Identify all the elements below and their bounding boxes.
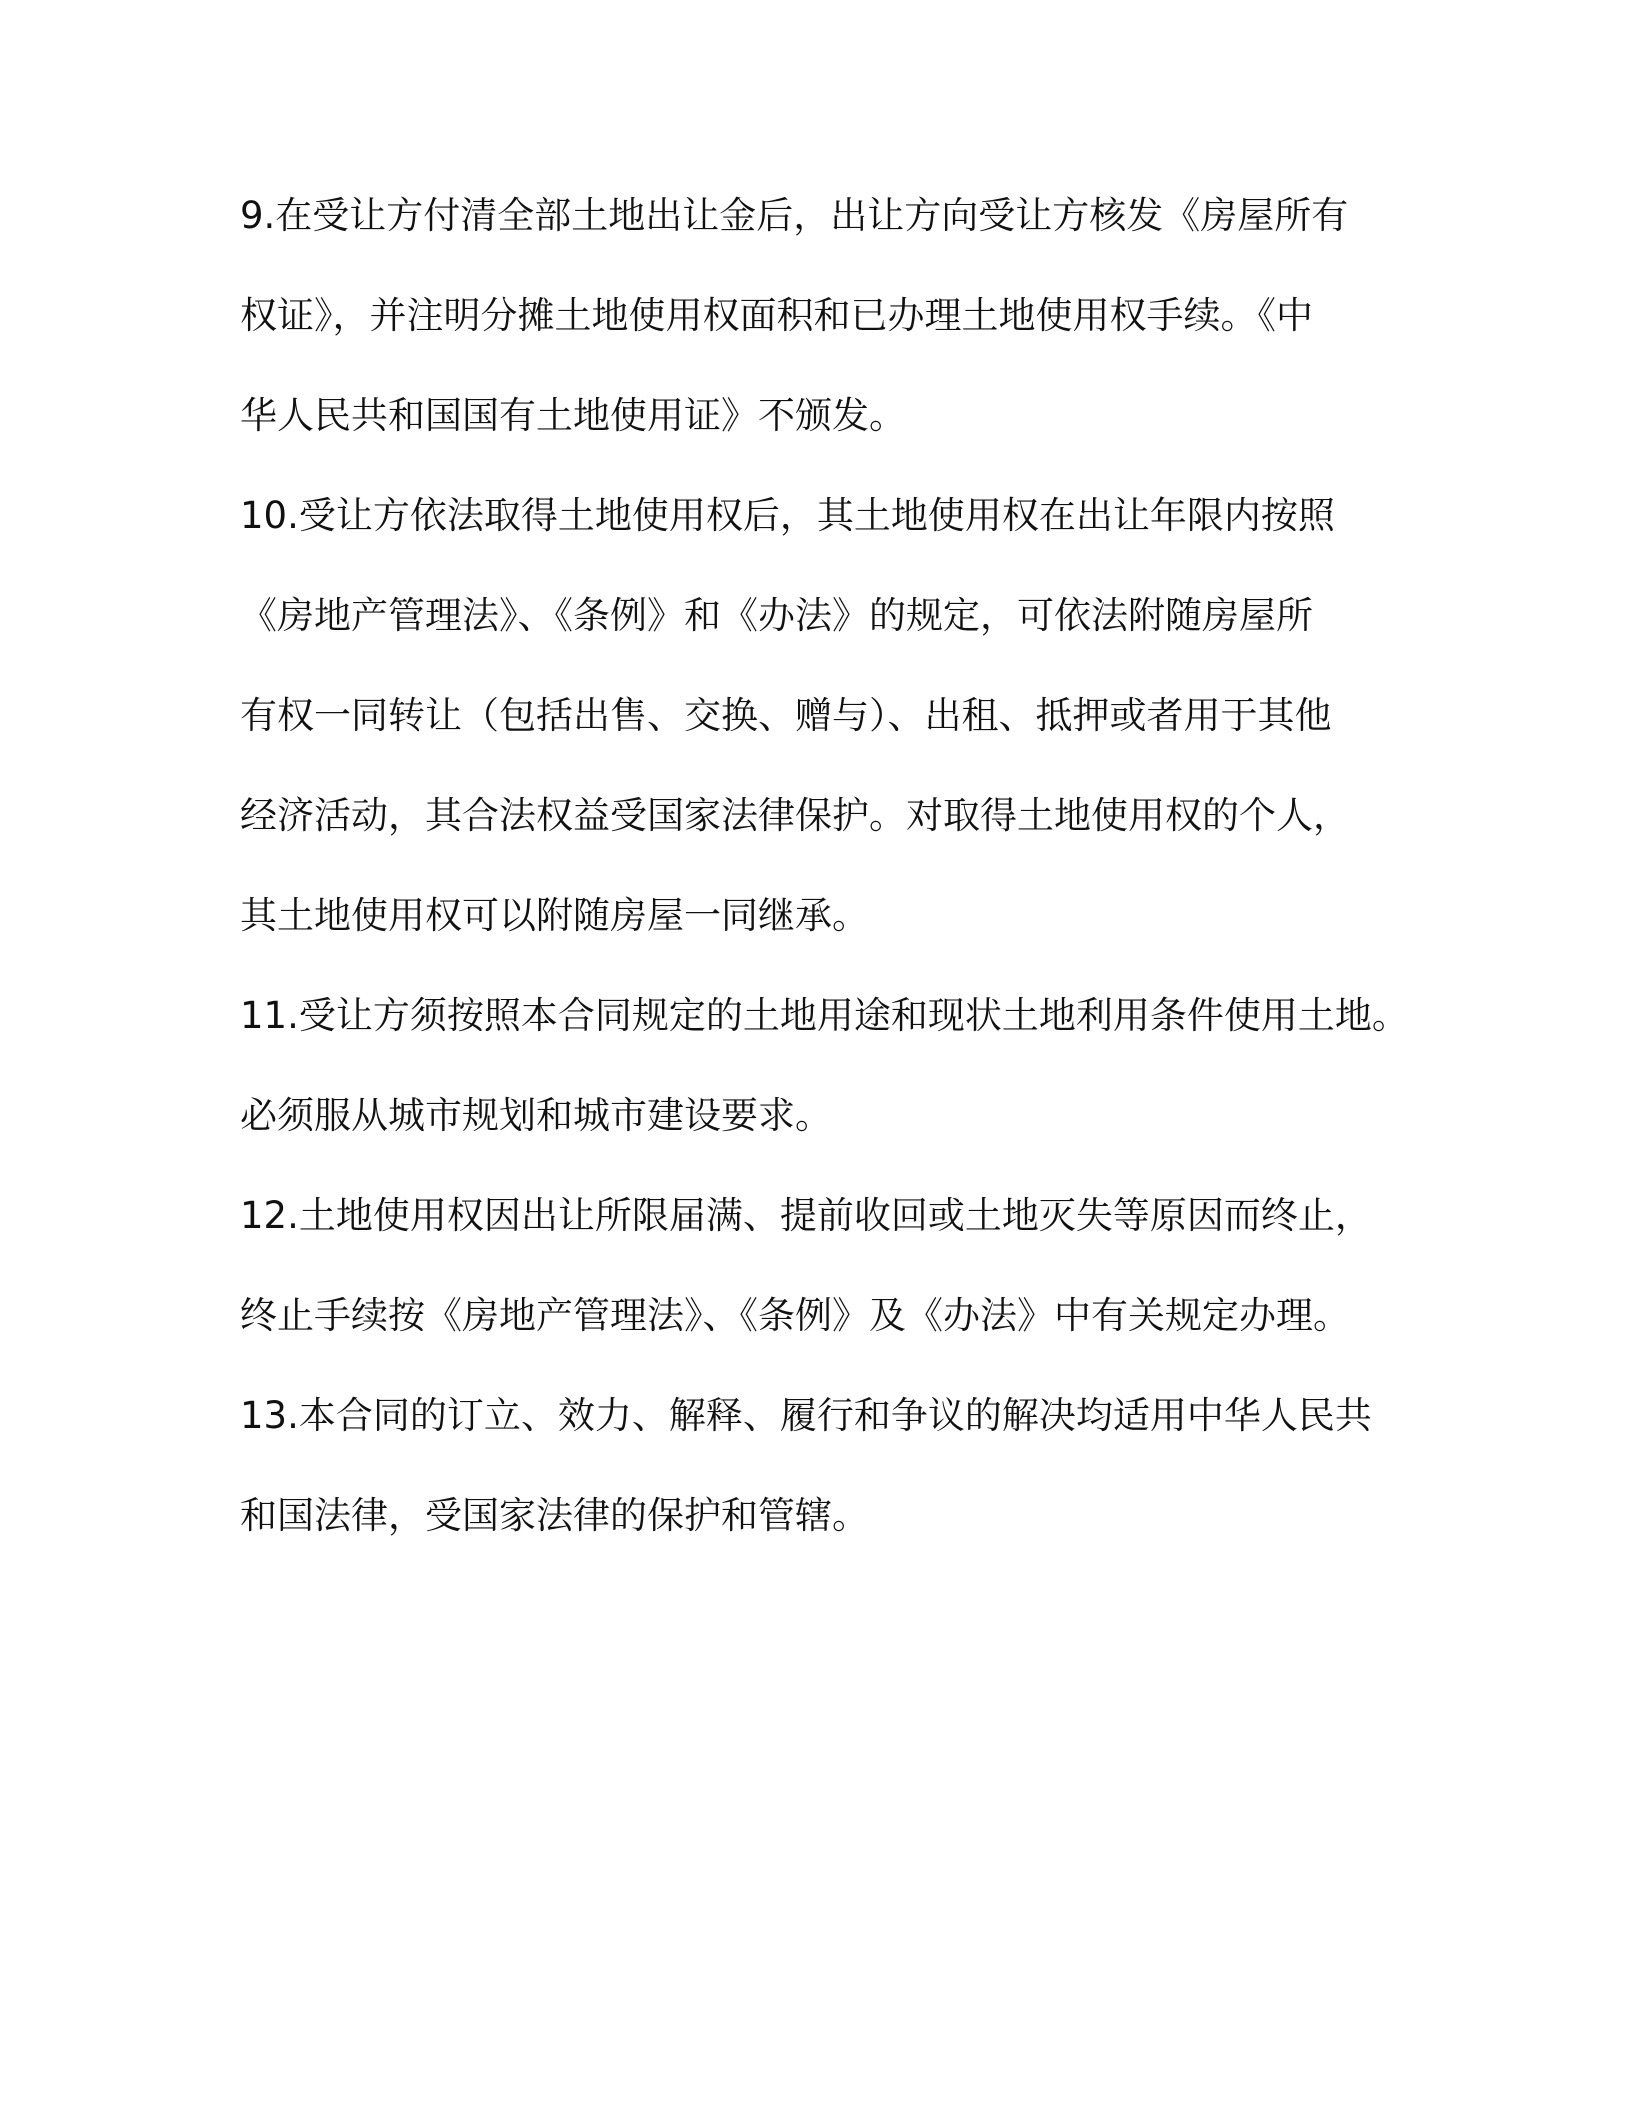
clause-10-line-4: 经济活动，其合法权益受国家法律保护。对取得土地使用权的个人，	[240, 794, 1350, 837]
clause-10-line-5: 其土地使用权可以附随房屋一同继承。	[240, 894, 869, 937]
clause-11-line-2: 必须服从城市规划和城市建设要求。	[240, 1094, 832, 1137]
clause-13-line-1: 13.本合同的订立、效力、解释、履行和争议的解决均适用中华人民共	[240, 1394, 1372, 1437]
clause-10-line-2: 《房地产管理法》、《条例》和《办法》的规定，可依法附随房屋所	[240, 594, 1313, 637]
clause-11-line-1: 11.受让方须按照本合同规定的土地用途和现状土地利用条件使用土地。	[240, 994, 1409, 1037]
clause-9-line-1: 9.在受让方付清全部土地出让金后，出让方向受让方核发《房屋所有	[240, 194, 1349, 237]
clause-12-line-2: 终止手续按《房地产管理法》、《条例》及《办法》中有关规定办理。	[240, 1294, 1350, 1337]
clause-13-line-2: 和国法律，受国家法律的保护和管辖。	[240, 1494, 869, 1537]
clause-10-line-1: 10.受让方依法取得土地使用权后，其土地使用权在出让年限内按照	[240, 494, 1335, 537]
clause-9-line-3: 华人民共和国国有土地使用证》不颁发。	[240, 394, 906, 437]
clause-9-line-2: 权证》，并注明分摊土地使用权面积和已办理土地使用权手续。《中	[240, 294, 1313, 337]
clause-12-line-1: 12.土地使用权因出让所限届满、提前收回或土地灭失等原因而终止，	[240, 1194, 1372, 1237]
clause-10-line-3: 有权一同转让（包括出售、交换、赠与）、出租、抵押或者用于其他	[240, 694, 1332, 737]
